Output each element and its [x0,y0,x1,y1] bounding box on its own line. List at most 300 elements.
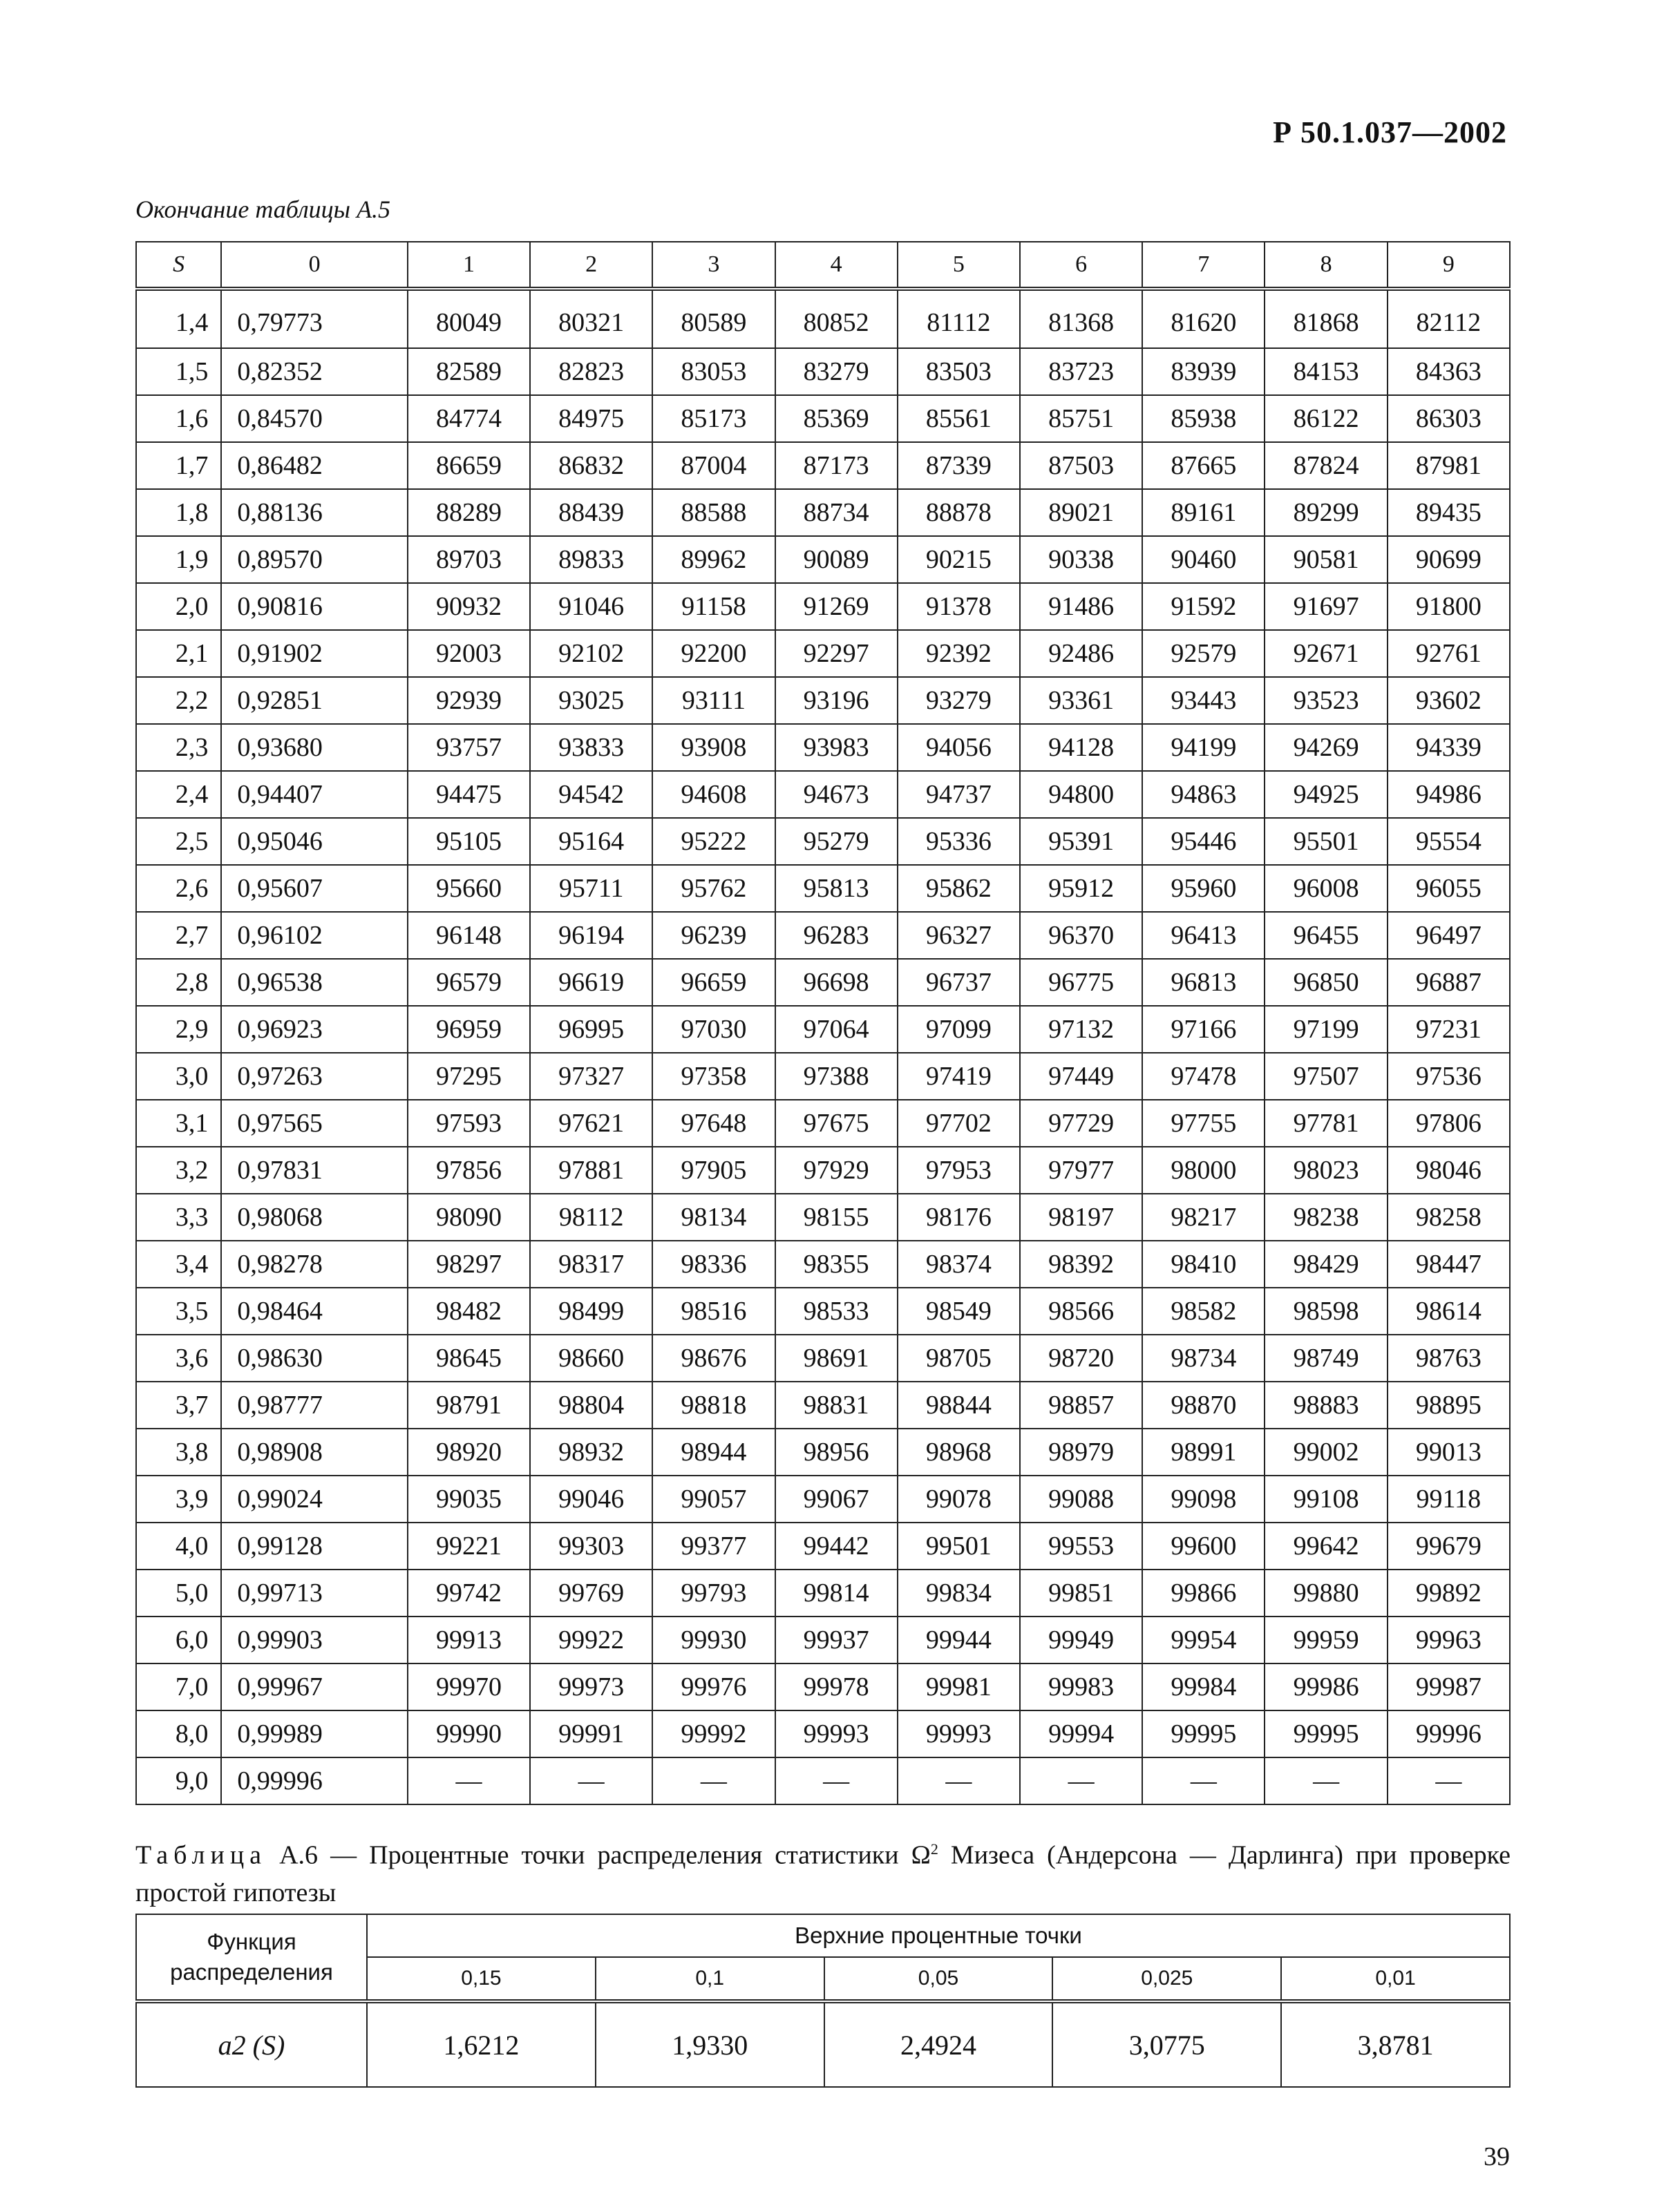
table-cell: 90215 [898,536,1020,583]
table-cell: 91800 [1388,583,1510,630]
table-cell: 96008 [1265,865,1387,912]
table-cell: 96775 [1020,959,1142,1006]
table-row [136,289,1510,348]
column-header: 4 [775,242,898,289]
table-cell: 97388 [775,1053,898,1100]
table-cell: 82823 [530,348,652,395]
table-row [136,1241,1510,1288]
table-cell: 89435 [1388,489,1510,536]
table-cell: 94608 [652,771,775,818]
table-cell: 95391 [1020,818,1142,865]
table-cell: 93602 [1388,677,1510,724]
table-a6-caption-sup: 2 [930,1840,938,1858]
table-cell: 98317 [530,1241,652,1288]
table-row [136,1053,1510,1100]
table-row [136,1335,1510,1382]
table-cell: 84153 [1265,348,1387,395]
table-cell: 90338 [1020,536,1142,583]
table-cell: 98023 [1265,1147,1387,1194]
table-cell: 93908 [652,724,775,771]
table-cell: 99981 [898,1663,1020,1710]
table-cell: 0,96923 [221,1006,408,1053]
table-row [136,912,1510,959]
table-cell: 99108 [1265,1476,1387,1523]
table-cell: 99742 [408,1570,530,1617]
table-cell: 96995 [530,1006,652,1053]
table-cell: 83053 [652,348,775,395]
table-a6-values-row [136,2001,1510,2087]
table-cell: 97295 [408,1053,530,1100]
table-cell: 99793 [652,1570,775,1617]
table-cell: 97675 [775,1100,898,1147]
table-cell: 96148 [408,912,530,959]
table-cell: 98355 [775,1241,898,1288]
table-cell: 98582 [1142,1288,1265,1335]
row-label: a2 (S) [136,2001,367,2087]
table-cell: 98176 [898,1194,1020,1241]
table-cell: 98660 [530,1335,652,1382]
table-cell: 0,79773 [221,289,408,348]
table-cell: 98920 [408,1429,530,1476]
table-cell: 90581 [1265,536,1387,583]
table-cell: 95554 [1388,818,1510,865]
table-cell: 92200 [652,630,775,677]
table-cell: 94339 [1388,724,1510,771]
table-row [136,1194,1510,1241]
table-row [136,442,1510,489]
table-cell: 96455 [1265,912,1387,959]
table-cell: 98410 [1142,1241,1265,1288]
table-cell: 92486 [1020,630,1142,677]
table-cell: 99993 [898,1710,1020,1757]
table-cell: 0,88136 [221,489,408,536]
table-row [136,1757,1510,1804]
upper-points-header: Верхние процентные точки [367,1914,1510,1957]
table-cell: 97358 [652,1053,775,1100]
table-cell: 0,98777 [221,1382,408,1429]
table-cell: 97199 [1265,1006,1387,1053]
table-row [136,536,1510,583]
table-cell: 97478 [1142,1053,1265,1100]
table-cell: 99913 [408,1617,530,1663]
table-cell: 98238 [1265,1194,1387,1241]
table-cell: 94800 [1020,771,1142,818]
table-cell: 87824 [1265,442,1387,489]
table-cell: 97507 [1265,1053,1387,1100]
table-cell: 81368 [1020,289,1142,348]
table-cell: 96659 [652,959,775,1006]
table-cell: 96283 [775,912,898,959]
table-cell: 91697 [1265,583,1387,630]
column-header: 9 [1388,242,1510,289]
s-value-cell: 1,5 [136,348,221,395]
table-cell: 97132 [1020,1006,1142,1053]
table-cell: 87981 [1388,442,1510,489]
table-cell: 95446 [1142,818,1265,865]
table-cell: 98734 [1142,1335,1265,1382]
table-cell: 97929 [775,1147,898,1194]
table-cell: 97729 [1020,1100,1142,1147]
document-number: Р 50.1.037—2002 [1273,115,1507,149]
table-cell: 0,95046 [221,818,408,865]
table-cell: 96619 [530,959,652,1006]
table-cell: 93361 [1020,677,1142,724]
table-cell: 96239 [652,912,775,959]
table-cell: 85173 [652,395,775,442]
s-value-cell: 3,3 [136,1194,221,1241]
table-cell: 93443 [1142,677,1265,724]
level-header: 0,15 [367,1957,596,2001]
table-a6-caption-text-2: Мизеса (Андерсона — Дарлинга) при проверке простой гипотезы [135,1840,1511,1907]
table-cell: 93983 [775,724,898,771]
table-cell: 99995 [1142,1710,1265,1757]
table-cell: 99501 [898,1523,1020,1570]
table-row [136,1100,1510,1147]
s-value-cell: 2,8 [136,959,221,1006]
table-cell: 95711 [530,865,652,912]
table-cell: 96887 [1388,959,1510,1006]
table-cell: 99963 [1388,1617,1510,1663]
table-cell: 98857 [1020,1382,1142,1429]
table-cell: 99866 [1142,1570,1265,1617]
table-cell: 99679 [1388,1523,1510,1570]
table-cell: 95501 [1265,818,1387,865]
table-cell: 0,98464 [221,1288,408,1335]
table-cell: 99922 [530,1617,652,1663]
table-cell: 86303 [1388,395,1510,442]
page-number: 39 [1484,2142,1510,2171]
table-cell: 89833 [530,536,652,583]
table-cell: 0,90816 [221,583,408,630]
table-cell: 99098 [1142,1476,1265,1523]
table-cell: 99930 [652,1617,775,1663]
table-cell: 0,98908 [221,1429,408,1476]
s-value-cell: 4,0 [136,1523,221,1570]
table-cell: 99992 [652,1710,775,1757]
table-cell: 92579 [1142,630,1265,677]
table-cell: 98932 [530,1429,652,1476]
table-cell: 98804 [530,1382,652,1429]
table-cell: 93523 [1265,677,1387,724]
table-cell: 96959 [408,1006,530,1053]
table-cell: 97781 [1265,1100,1387,1147]
table-cell: 98197 [1020,1194,1142,1241]
table-cell: 98155 [775,1194,898,1241]
table-a5 [135,241,1511,1805]
table-cell: 99959 [1265,1617,1387,1663]
table-cell: 94542 [530,771,652,818]
table-cell: 98895 [1388,1382,1510,1429]
table-cell: 96497 [1388,912,1510,959]
table-cell: 98090 [408,1194,530,1241]
table-cell: 97953 [898,1147,1020,1194]
s-value-cell: 2,7 [136,912,221,959]
table-a6-caption-label: Таблица [135,1840,267,1870]
table-cell: 0,86482 [221,442,408,489]
table-cell: 99814 [775,1570,898,1617]
table-cell: 89161 [1142,489,1265,536]
table-cell: 0,99996 [221,1757,408,1804]
table-row [136,1288,1510,1335]
table-cell: 85751 [1020,395,1142,442]
table-cell: 83939 [1142,348,1265,395]
table-cell: 99046 [530,1476,652,1523]
percent-point-value: 1,6212 [367,2001,596,2087]
table-cell: 98447 [1388,1241,1510,1288]
table-cell: 98566 [1020,1288,1142,1335]
table-cell: 86122 [1265,395,1387,442]
s-value-cell: 2,3 [136,724,221,771]
table-cell: 87004 [652,442,775,489]
table-cell: 99976 [652,1663,775,1710]
table-cell: 98482 [408,1288,530,1335]
s-value-cell: 3,7 [136,1382,221,1429]
table-cell: 97419 [898,1053,1020,1100]
table-cell: 0,95607 [221,865,408,912]
table-cell: 99067 [775,1476,898,1523]
table-cell: 89703 [408,536,530,583]
table-cell: 99990 [408,1710,530,1757]
table-cell: 91046 [530,583,652,630]
s-value-cell: 1,9 [136,536,221,583]
table-cell: 88734 [775,489,898,536]
table-a6 [135,1914,1511,2088]
table-cell: 97648 [652,1100,775,1147]
table-row [136,1523,1510,1570]
table-cell: 91592 [1142,583,1265,630]
table-cell: 90699 [1388,536,1510,583]
table-cell: 93757 [408,724,530,771]
table-cell: 98046 [1388,1147,1510,1194]
table-cell: 94269 [1265,724,1387,771]
table-cell: 99834 [898,1570,1020,1617]
s-value-cell: 1,4 [136,289,221,348]
table-row [136,1147,1510,1194]
table-cell: 98134 [652,1194,775,1241]
table-cell: 99600 [1142,1523,1265,1570]
table-cell: 0,97831 [221,1147,408,1194]
s-value-cell: 3,6 [136,1335,221,1382]
table-cell: 98749 [1265,1335,1387,1382]
table-cell: 88439 [530,489,652,536]
table-row [136,348,1510,395]
table-cell: 95762 [652,865,775,912]
table-cell: 99553 [1020,1523,1142,1570]
s-value-cell: 8,0 [136,1710,221,1757]
table-cell: 99035 [408,1476,530,1523]
table-a5-body [136,289,1510,1804]
table-cell: 96698 [775,959,898,1006]
column-header: 3 [652,242,775,289]
table-cell: 98979 [1020,1429,1142,1476]
table-cell: 99221 [408,1523,530,1570]
table-cell: 93111 [652,677,775,724]
s-value-cell: 2,1 [136,630,221,677]
table-row [136,583,1510,630]
column-header: 6 [1020,242,1142,289]
table-cell: 99991 [530,1710,652,1757]
table-cell: 87339 [898,442,1020,489]
table-cell: — [1142,1757,1265,1804]
table-cell: 94737 [898,771,1020,818]
table-a5-header [136,242,1510,289]
column-header: 2 [530,242,652,289]
table-cell: 93025 [530,677,652,724]
table-a6-caption-text: — Процентные точки распределения статистики Ω [318,1840,931,1870]
table-cell: 86832 [530,442,652,489]
table-cell: 97099 [898,1006,1020,1053]
table-cell: 94128 [1020,724,1142,771]
table-cell: 99118 [1388,1476,1510,1523]
table-cell: 97449 [1020,1053,1142,1100]
table-row [136,865,1510,912]
table-cell: 98336 [652,1241,775,1288]
table-cell: 83503 [898,348,1020,395]
table-row [136,1476,1510,1523]
s-value-cell: 3,9 [136,1476,221,1523]
table-cell: 99983 [1020,1663,1142,1710]
column-header: 1 [408,242,530,289]
table-row [136,395,1510,442]
table-cell: 94925 [1265,771,1387,818]
table-cell: 99954 [1142,1617,1265,1663]
table-cell: 95336 [898,818,1020,865]
table-cell: 93196 [775,677,898,724]
table-cell: 95222 [652,818,775,865]
table-cell: 99892 [1388,1570,1510,1617]
table-cell: 98844 [898,1382,1020,1429]
table-cell: 98598 [1265,1288,1387,1335]
table-cell: 98691 [775,1335,898,1382]
table-cell: 92939 [408,677,530,724]
table-cell: 99970 [408,1663,530,1710]
table-cell: 94056 [898,724,1020,771]
table-row [136,630,1510,677]
table-cell: 0,99024 [221,1476,408,1523]
table-cell: 98831 [775,1382,898,1429]
level-header: 0,05 [824,1957,1053,2001]
table-cell: 89962 [652,536,775,583]
table-cell: 99984 [1142,1663,1265,1710]
table-cell: 97536 [1388,1053,1510,1100]
table-cell: 88289 [408,489,530,536]
table-cell: 82112 [1388,289,1510,348]
s-value-cell: 2,5 [136,818,221,865]
percent-point-value: 1,9330 [596,2001,824,2087]
table-cell: 87173 [775,442,898,489]
table-cell: 97166 [1142,1006,1265,1053]
percent-point-value: 3,8781 [1281,2001,1510,2087]
table-cell: 82589 [408,348,530,395]
table-cell: 96370 [1020,912,1142,959]
table-cell: 90089 [775,536,898,583]
table-cell: 94863 [1142,771,1265,818]
table-cell: 94199 [1142,724,1265,771]
table-cell: 98944 [652,1429,775,1476]
table-cell: 98968 [898,1429,1020,1476]
table-cell: 98258 [1388,1194,1510,1241]
table-cell: 97977 [1020,1147,1142,1194]
table-cell: 95960 [1142,865,1265,912]
table-cell: 83279 [775,348,898,395]
table-a5-caption: Окончание таблицы А.5 [135,196,391,223]
table-row [136,771,1510,818]
s-value-cell: 1,6 [136,395,221,442]
table-cell: 98112 [530,1194,652,1241]
table-cell: 99769 [530,1570,652,1617]
table-cell: 88588 [652,489,775,536]
table-cell: 94986 [1388,771,1510,818]
table-a6-caption [135,1831,1511,1911]
table-row [136,489,1510,536]
table-cell: 99880 [1265,1570,1387,1617]
table-cell: 99442 [775,1523,898,1570]
table-cell: 91378 [898,583,1020,630]
table-cell: 85938 [1142,395,1265,442]
table-cell: 96413 [1142,912,1265,959]
table-cell: 89021 [1020,489,1142,536]
table-cell: 99057 [652,1476,775,1523]
table-cell: 96850 [1265,959,1387,1006]
table-cell: 92003 [408,630,530,677]
table-row [136,1429,1510,1476]
s-value-cell: 2,2 [136,677,221,724]
table-cell: 93279 [898,677,1020,724]
table-cell: 98549 [898,1288,1020,1335]
table-cell: 98374 [898,1241,1020,1288]
table-cell: 99994 [1020,1710,1142,1757]
s-value-cell: 2,6 [136,865,221,912]
table-cell: 93833 [530,724,652,771]
s-value-cell: 5,0 [136,1570,221,1617]
table-cell: 91486 [1020,583,1142,630]
table-cell: 0,99128 [221,1523,408,1570]
column-header: 7 [1142,242,1265,289]
table-cell: 98429 [1265,1241,1387,1288]
table-cell: 99996 [1388,1710,1510,1757]
table-cell: 0,93680 [221,724,408,771]
table-cell: 99986 [1265,1663,1387,1710]
table-cell: 96579 [408,959,530,1006]
table-cell: 99987 [1388,1663,1510,1710]
table-cell: — [530,1757,652,1804]
table-cell: 98818 [652,1382,775,1429]
table-cell: 99642 [1265,1523,1387,1570]
table-cell: 85369 [775,395,898,442]
table-cell: 97856 [408,1147,530,1194]
table-cell: 0,89570 [221,536,408,583]
s-value-cell: 3,2 [136,1147,221,1194]
table-cell: 0,92851 [221,677,408,724]
table-cell: 96737 [898,959,1020,1006]
table-cell: 96055 [1388,865,1510,912]
table-cell: 98676 [652,1335,775,1382]
table-a5-header-row [136,242,1510,289]
table-cell: 98533 [775,1288,898,1335]
table-row [136,959,1510,1006]
table-cell: 98870 [1142,1382,1265,1429]
table-cell: — [775,1757,898,1804]
table-cell: 0,84570 [221,395,408,442]
s-value-cell: 1,7 [136,442,221,489]
table-cell: — [898,1757,1020,1804]
table-cell: 95105 [408,818,530,865]
table-cell: 95279 [775,818,898,865]
table-cell: 97231 [1388,1006,1510,1053]
table-cell: 0,94407 [221,771,408,818]
table-cell: 0,98278 [221,1241,408,1288]
table-cell: — [1388,1757,1510,1804]
